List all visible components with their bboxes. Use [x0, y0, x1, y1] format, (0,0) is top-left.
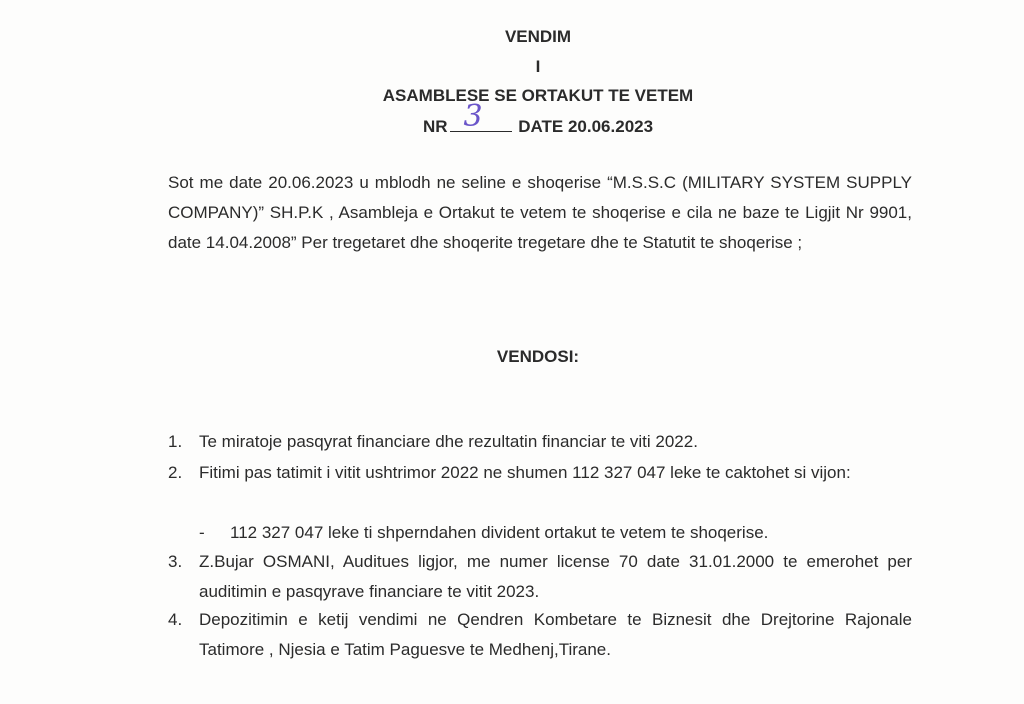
list-number: 2.	[168, 463, 183, 482]
nr-handwritten-value: 3	[463, 99, 483, 134]
nr-label: NR	[422, 117, 448, 136]
intro-text: Sot me date 20.06.2023 u mblodh ne seline e shoqerise “M.S.S.C (MILITARY SYSTEM SUPPLY COMPANY)” SH.P.K , Asambleja e Ortakut te vetem te shoqerise e cila ne baze te Ligjit Nr 9901, date 14.04.2008” Per tregetaret dhe shoqerite tregetare dhe te Statutit te shoqerise ;	[168, 173, 912, 252]
intro-paragraph	[168, 168, 912, 258]
sub-dash: -	[199, 523, 205, 542]
date-label: DATE 20.06.2023	[518, 117, 654, 136]
decision-number-line	[0, 99, 1024, 137]
title-assembly: ASAMBLESE SE ORTAKUT TE VETEM	[382, 86, 694, 105]
nr-blank	[450, 99, 512, 134]
list-text: Z.Bujar OSMANI, Auditues ligjor, me numer license 70 date 31.01.2000 te emerohet per auditimin e pasqyrave financiare te vitit 2023.	[199, 552, 912, 601]
title-vendim: VENDIM	[504, 27, 572, 46]
section-decides: VENDOSI:	[496, 347, 580, 366]
title-i: I	[535, 57, 541, 76]
sub-text: 112 327 047 leke ti shperndahen divident ortakut te vetem te shoqerise.	[230, 523, 769, 542]
list-number: 3.	[168, 552, 183, 571]
list-text: Fitimi pas tatimit i vitit ushtrimor 2022 ne shumen 112 327 047 leke te caktohet si vijon:	[199, 463, 851, 482]
list-number: 4.	[168, 610, 183, 629]
list-text: Te miratoje pasqyrat financiare dhe rezultatin financiar te viti 2022.	[199, 432, 698, 451]
list-number: 1.	[168, 432, 183, 451]
list-text: Depozitimin e ketij vendimi ne Qendren Kombetare te Biznesit dhe Drejtorine Rajonale Tatimore , Njesia e Tatim Paguesve te Medhenj,Tirane.	[199, 610, 912, 659]
